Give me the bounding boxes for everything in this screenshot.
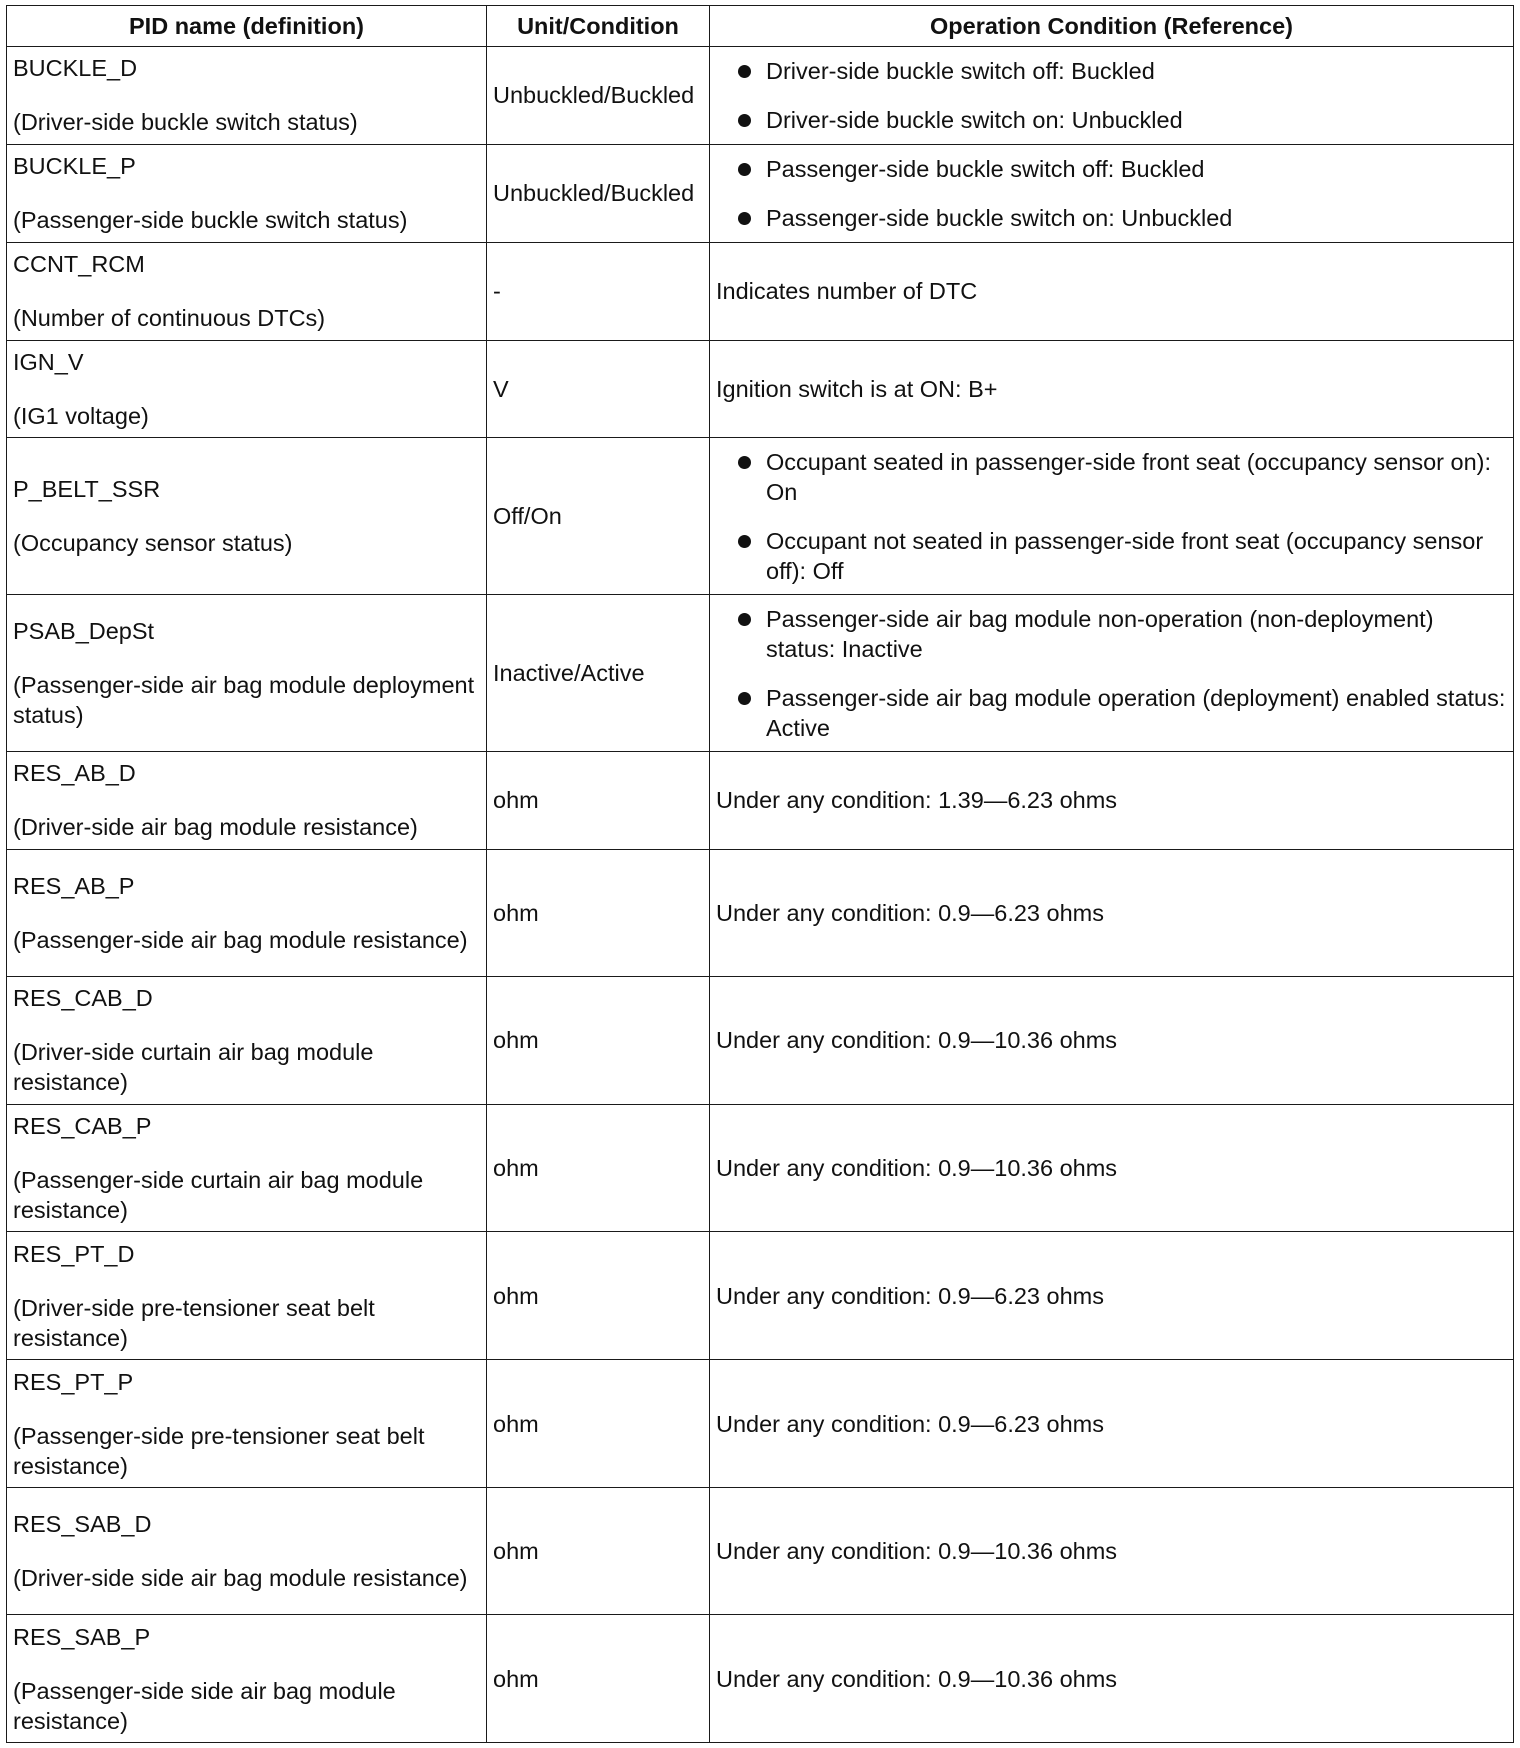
pid-name: RES_SAB_P	[13, 1623, 151, 1650]
pid-cell	[7, 752, 487, 850]
pid-definition: (Passenger-side curtain air bag module resistance)	[13, 1167, 424, 1223]
pid-cell	[7, 976, 487, 1104]
pid-cell	[7, 1488, 487, 1615]
condition-cell	[710, 1232, 1514, 1360]
pid-name: RES_AB_P	[13, 872, 135, 899]
condition-cell	[710, 1615, 1514, 1743]
unit-value: ohm	[493, 1155, 539, 1181]
unit-cell	[487, 144, 710, 242]
pid-name: P_BELT_SSR	[13, 476, 161, 503]
table-row	[7, 1615, 1514, 1743]
header-pid-name: PID name (definition)	[7, 6, 487, 47]
unit-cell	[487, 752, 710, 850]
header-row	[7, 6, 1514, 47]
pid-cell	[7, 1360, 487, 1488]
table-row	[7, 47, 1514, 145]
header-unit-condition: Unit/Condition	[487, 6, 710, 47]
condition-bullet-item: Occupant seated in passenger-side front seat (occupancy sensor on): On	[766, 447, 1507, 507]
condition-bullet-item: Passenger-side air bag module non-operation (non-deployment) status: Inactive	[766, 604, 1507, 664]
condition-bullet-item: Passenger-side air bag module operation (deployment) enabled status: Active	[766, 684, 1506, 741]
unit-value: ohm	[493, 787, 539, 814]
table-row	[7, 976, 1514, 1104]
condition-bullet-item: Passenger-side buckle switch off: Buckled	[766, 154, 1507, 184]
condition-bullet-list	[716, 604, 1507, 743]
table-row	[7, 1488, 1514, 1615]
condition-cell	[710, 1488, 1514, 1615]
unit-cell	[487, 1488, 710, 1615]
condition-bullet-item: Driver-side buckle switch on: Unbuckled	[766, 105, 1507, 135]
pid-name: RES_AB_D	[13, 760, 136, 787]
condition-text: Under any condition: 0.9—10.36 ohms	[716, 1027, 1118, 1054]
pid-cell	[7, 1615, 487, 1743]
table-row	[7, 595, 1514, 752]
pid-name: BUCKLE_P	[13, 153, 136, 180]
condition-bullet-list	[716, 56, 1507, 135]
condition-text: Under any condition: 0.9—6.23 ohms	[716, 1410, 1104, 1437]
unit-value: ohm	[493, 1410, 539, 1437]
condition-bullet-list	[716, 447, 1507, 586]
condition-text: Indicates number of DTC	[716, 278, 978, 305]
unit-cell	[487, 47, 710, 145]
table-row	[7, 752, 1514, 850]
unit-value: ohm	[493, 1027, 539, 1054]
unit-cell	[487, 1615, 710, 1743]
condition-text: Under any condition: 0.9—6.23 ohms	[716, 899, 1104, 926]
pid-definition: (Driver-side buckle switch status)	[13, 109, 358, 136]
pid-name: BUCKLE_D	[13, 55, 138, 82]
pid-definition: (Passenger-side pre-tensioner seat belt resistance)	[13, 1422, 425, 1479]
unit-cell	[487, 595, 710, 752]
condition-cell	[710, 1104, 1514, 1232]
unit-cell	[487, 1232, 710, 1360]
condition-cell	[710, 752, 1514, 850]
pid-cell	[7, 1232, 487, 1360]
condition-cell	[710, 144, 1514, 242]
unit-cell	[487, 242, 710, 340]
condition-cell	[710, 340, 1514, 438]
pid-definition: (IG1 voltage)	[13, 403, 149, 429]
pid-cell	[7, 849, 487, 976]
condition-bullet-item: Driver-side buckle switch off: Buckled	[766, 56, 1507, 86]
pid-definition: (Passenger-side air bag module resistance)	[13, 926, 468, 953]
pid-name: RES_CAB_P	[13, 1113, 152, 1139]
pid-cell	[7, 47, 487, 145]
pid-name: CCNT_RCM	[13, 251, 145, 278]
condition-text: Under any condition: 1.39—6.23 ohms	[716, 787, 1118, 814]
pid-definition: (Passenger-side air bag module deployment status)	[13, 672, 475, 729]
pid-name: RES_CAB_D	[13, 985, 153, 1012]
unit-cell	[487, 438, 710, 595]
unit-value: -	[493, 278, 501, 305]
header-operation-condition: Operation Condition (Reference)	[710, 6, 1514, 47]
pid-name: PSAB_DepSt	[13, 618, 155, 645]
unit-value: Off/On	[493, 503, 562, 530]
pid-name: RES_PT_P	[13, 1368, 134, 1395]
unit-value: ohm	[493, 1665, 539, 1692]
pid-definition: (Passenger-side buckle switch status)	[13, 207, 408, 234]
pid-cell	[7, 438, 487, 595]
pid-definition: (Occupancy sensor status)	[13, 530, 293, 557]
pid-definition: (Driver-side air bag module resistance)	[13, 814, 418, 841]
table-row	[7, 1232, 1514, 1360]
unit-value: V	[493, 376, 509, 402]
unit-cell	[487, 849, 710, 976]
unit-value: ohm	[493, 1282, 539, 1309]
table-row	[7, 438, 1514, 595]
unit-value: Unbuckled/Buckled	[493, 82, 695, 109]
condition-text: Under any condition: 0.9—6.23 ohms	[716, 1282, 1104, 1309]
unit-value: ohm	[493, 1538, 539, 1565]
condition-cell	[710, 976, 1514, 1104]
table-row	[7, 340, 1514, 438]
pid-definition: (Driver-side curtain air bag module resistance)	[13, 1039, 374, 1096]
condition-text: Under any condition: 0.9—10.36 ohms	[716, 1155, 1118, 1181]
pid-name: RES_SAB_D	[13, 1511, 152, 1538]
pid-cell	[7, 242, 487, 340]
unit-cell	[487, 1360, 710, 1488]
condition-bullet-item: Occupant not seated in passenger-side front seat (occupancy sensor off): Off	[766, 526, 1507, 586]
unit-value: ohm	[493, 899, 539, 926]
condition-bullet-list	[716, 154, 1507, 233]
pid-cell	[7, 1104, 487, 1232]
pid-definition: (Passenger-side side air bag module resistance)	[13, 1677, 396, 1734]
pid-definition: (Driver-side pre-tensioner seat belt resistance)	[13, 1294, 375, 1351]
condition-text: Under any condition: 0.9—10.36 ohms	[716, 1538, 1118, 1565]
unit-value: Unbuckled/Buckled	[493, 180, 695, 207]
pid-definition: (Number of continuous DTCs)	[13, 305, 326, 332]
pid-table	[6, 5, 1514, 1743]
unit-value: Inactive/Active	[493, 660, 645, 687]
unit-cell	[487, 1104, 710, 1232]
pid-definition: (Driver-side side air bag module resistance)	[13, 1565, 468, 1592]
table-row	[7, 144, 1514, 242]
pid-cell	[7, 595, 487, 752]
condition-cell	[710, 595, 1514, 752]
unit-cell	[487, 340, 710, 438]
pid-cell	[7, 144, 487, 242]
condition-cell	[710, 1360, 1514, 1488]
pid-cell	[7, 340, 487, 438]
condition-cell	[710, 242, 1514, 340]
table-header	[7, 6, 1514, 47]
condition-text: Ignition switch is at ON: B+	[716, 376, 998, 402]
table-row	[7, 1104, 1514, 1232]
table-row	[7, 1360, 1514, 1488]
condition-cell	[710, 47, 1514, 145]
condition-cell	[710, 849, 1514, 976]
condition-text: Under any condition: 0.9—10.36 ohms	[716, 1665, 1118, 1692]
pid-name: RES_PT_D	[13, 1240, 135, 1267]
table-row	[7, 849, 1514, 976]
unit-cell	[487, 976, 710, 1104]
condition-cell	[710, 438, 1514, 595]
table-row	[7, 242, 1514, 340]
condition-bullet-item: Passenger-side buckle switch on: Unbuckled	[766, 203, 1507, 233]
table-body	[7, 47, 1514, 1743]
pid-name: IGN_V	[13, 349, 84, 375]
